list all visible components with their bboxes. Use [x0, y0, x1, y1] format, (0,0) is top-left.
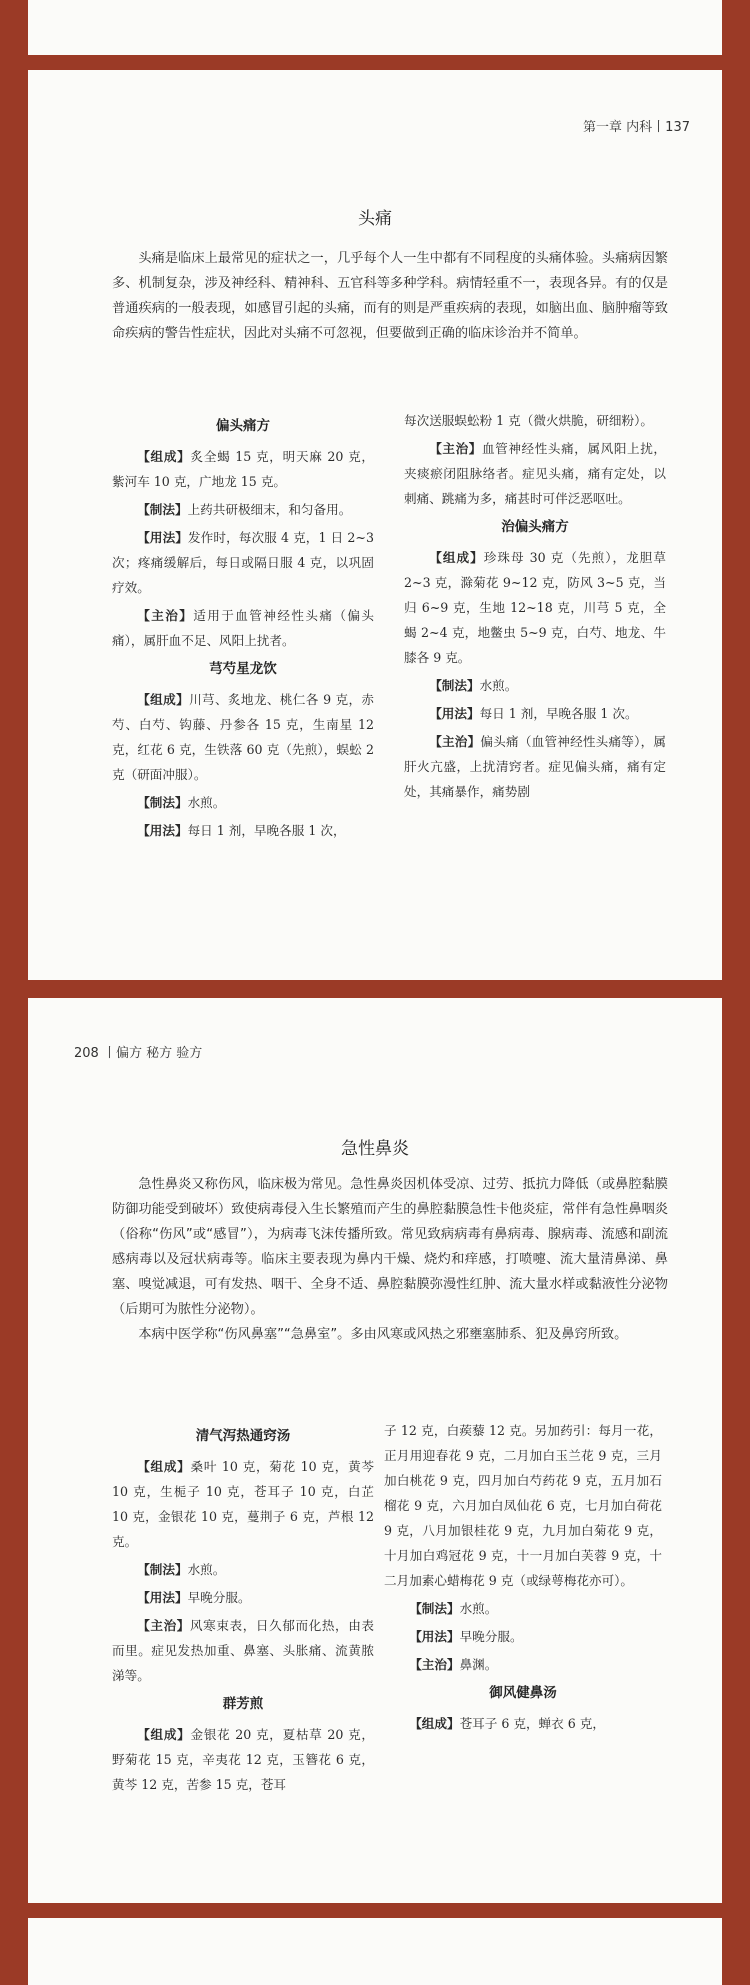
book-page-208	[28, 998, 722, 1903]
recipe-preparation	[404, 673, 666, 698]
field-label: 【组成】	[137, 1459, 191, 1474]
book-page-137	[28, 70, 722, 980]
field-label: 【用法】	[137, 530, 188, 545]
field-label: 【组成】	[429, 550, 484, 565]
intro-paragraph: 本病中医学称“伤风鼻塞”“急鼻室”。多由风寒或风热之邪壅塞肺系、犯及鼻窍所致。	[138, 1327, 628, 1342]
field-text: 血管神经性头痛，属风阳上扰，夹痰瘀闭阻脉络者。症见头痛，痛有定处，以刺痛、跳痛为多，痛甚时可伴泛恶呕吐。	[404, 441, 667, 506]
field-label: 【主治】	[137, 608, 194, 623]
field-label: 【用法】	[137, 1590, 188, 1605]
recipe-preparation	[384, 1596, 662, 1621]
recipe-title: 清气泻热通窍汤	[195, 1428, 291, 1444]
field-label: 【主治】	[429, 441, 482, 456]
field-text: 炙全蝎 15 克，明天麻 20 克，紫河车 10 克，广地龙 15 克。	[112, 449, 374, 489]
recipe-title: 偏头痛方	[216, 418, 270, 434]
field-label: 【制法】	[137, 502, 188, 517]
recipe-title: 群芳煎	[222, 1696, 264, 1712]
recipe-title: 芎芍星龙饮	[209, 661, 277, 677]
recipe-indication	[384, 1652, 662, 1677]
field-text: 水煎。	[187, 795, 226, 810]
running-head: 第一章 内科丨137	[583, 120, 690, 135]
recipe-composition	[112, 687, 374, 787]
field-text: 水煎。	[479, 678, 518, 693]
field-text: 偏头痛（血管神经性头痛等），属肝火亢盛，上扰清窍者。症见偏头痛，痛有定处，其痛暴作，痛势剧	[404, 734, 667, 799]
field-text: 风寒束表，日久郁而化热，由表而里。症见发热加重、鼻塞、头胀痛、流黄脓涕等。	[112, 1618, 375, 1683]
field-label: 【主治】	[137, 1618, 190, 1633]
field-label: 【组成】	[137, 1727, 191, 1742]
recipe-composition	[112, 444, 374, 494]
section-intro	[112, 246, 668, 346]
continued-text: 子 12 克，白蒺藜 12 克。另加药引：每月一花，正月用迎春花 9 克，二月加白玉兰花 9 克，三月加白桃花 9 克，四月加白芍药花 9 克，五月加石榴花 9 克，六月加白凤仙花 6 克，七月加白荷花 9 克，八月加银桂花 9 克，九月加白菊花 9 克，十月加白鸡冠花 9 克，十一月加白芙蓉 9 克，十二月加素心蜡梅花 9 克（或绿萼梅花亦可）。	[384, 1423, 662, 1588]
intro-paragraph: 头痛是临床上最常见的症状之一，几乎每个人一生中都有不同程度的头痛体验。头痛病因繁多、机制复杂，涉及神经科、精神科、五官科等多种学科。病情轻重不一，表现各异。有的仅是普通疾病的一般表现，如感冒引起的头痛，而有的则是严重疾病的表现，如脑出血、脑肿瘤等致命疾病的警告性症状，因此对头痛不可忽视，但要做到正确的临床诊治并不简单。	[112, 251, 668, 341]
field-label: 【用法】	[409, 1629, 460, 1644]
field-text: 水煎。	[187, 1562, 226, 1577]
left-column	[112, 1420, 374, 1800]
field-text: 水煎。	[459, 1601, 498, 1616]
running-head: 208 丨偏方 秘方 验方	[74, 1046, 203, 1061]
field-label: 【用法】	[137, 823, 188, 838]
section-title: 急性鼻炎	[341, 1139, 409, 1159]
intro-paragraph: 急性鼻炎又称伤风，临床极为常见。急性鼻炎因机体受凉、过劳、抵抗力降低（或鼻腔黏膜防御功能受到破坏）致使病毒侵入生长繁殖而产生的鼻腔黏膜急性卡他炎症，常伴有急性鼻咽炎（俗称“伤风”或“感冒”），为病毒飞沫传播所致。常见致病病毒有鼻病毒、腺病毒、流感和副流感病毒以及冠状病毒等。临床主要表现为鼻内干燥、烧灼和痒感，打喷嚏、流大量清鼻涕、鼻塞、嗅觉减退，可有发热、咽干、全身不适、鼻腔黏膜弥漫性红肿、流大量水样或黏液性分泌物（后期可为脓性分泌物）。	[112, 1177, 668, 1317]
recipe-composition	[112, 1722, 374, 1797]
page-top-fragment	[28, 0, 722, 55]
recipe-usage	[112, 818, 374, 843]
continued-text: 每次送服蜈蚣粉 1 克（微火烘脆，研细粉）。	[404, 413, 654, 428]
recipe-usage	[112, 1585, 374, 1610]
field-text: 苍耳子 6 克，蝉衣 6 克，	[459, 1716, 605, 1731]
page-bottom-fragment	[28, 1918, 722, 1985]
recipe-indication	[404, 729, 666, 804]
field-text: 川芎、炙地龙、桃仁各 9 克，赤芍、白芍、钩藤、丹参各 15 克，生南星 12 克，红花 6 克，生铁落 60 克（先煎），蜈蚣 2 克（研面冲服）。	[112, 692, 375, 782]
recipe-indication	[404, 436, 666, 511]
field-label: 【组成】	[137, 449, 191, 464]
recipe-preparation	[112, 790, 374, 815]
field-text: 桑叶 10 克，菊花 10 克，黄芩 10 克，生栀子 10 克，苍耳子 10 克，白芷 10 克，金银花 10 克，蔓荆子 6 克，芦根 12 克。	[112, 1459, 374, 1549]
field-text: 上药共研极细末，和匀备用。	[187, 502, 352, 517]
recipe-preparation	[112, 1557, 374, 1582]
recipe-title: 治偏头痛方	[501, 519, 569, 535]
field-text: 早晚分服。	[459, 1629, 523, 1644]
field-text: 发作时，每次服 4 克，1 日 2~3 次；疼痛缓解后，每日或隔日服 4 克，以巩固疗效。	[112, 530, 374, 595]
field-text: 适用于血管神经性头痛（偏头痛），属肝血不足、风阳上扰者。	[112, 608, 375, 648]
field-label: 【用法】	[429, 706, 480, 721]
recipe-composition	[112, 1454, 374, 1554]
section-intro	[112, 1172, 668, 1347]
right-column	[384, 1418, 662, 1739]
field-text: 珍珠母 30 克（先煎），龙胆草 2~3 克，滁菊花 9~12 克，防风 3~5 克，当归 6~9 克，生地 12~18 克，川芎 5 克，全蝎 2~4 克，地鳖虫 5~9 克，白芍、地龙、牛膝各 9 克。	[404, 550, 667, 665]
right-column	[404, 408, 666, 807]
field-label: 【制法】	[429, 678, 480, 693]
field-text: 金银花 20 克，夏枯草 20 克，野菊花 15 克，辛夷花 12 克，玉簪花 6 克，黄芩 12 克，苦参 15 克，苍耳	[112, 1727, 374, 1792]
recipe-title: 御风健鼻汤	[489, 1685, 557, 1701]
field-label: 【组成】	[137, 692, 190, 707]
field-text: 每日 1 剂，早晚各服 1 次。	[479, 706, 638, 721]
recipe-composition	[404, 545, 666, 670]
field-label: 【制法】	[409, 1601, 460, 1616]
recipe-composition	[384, 1711, 662, 1736]
recipe-indication	[112, 1613, 374, 1688]
field-text: 鼻渊。	[459, 1657, 498, 1672]
section-title: 头痛	[358, 209, 392, 229]
recipe-usage	[404, 701, 666, 726]
left-column	[112, 410, 374, 846]
field-text: 早晚分服。	[187, 1590, 251, 1605]
field-label: 【制法】	[137, 795, 188, 810]
recipe-usage	[112, 525, 374, 600]
recipe-indication	[112, 603, 374, 653]
field-label: 【主治】	[429, 734, 481, 749]
field-text: 每日 1 剂，早晚各服 1 次，	[187, 823, 346, 838]
recipe-usage	[384, 1624, 662, 1649]
field-label: 【制法】	[137, 1562, 188, 1577]
field-label: 【组成】	[409, 1716, 460, 1731]
recipe-preparation	[112, 497, 374, 522]
field-label: 【主治】	[409, 1657, 460, 1672]
